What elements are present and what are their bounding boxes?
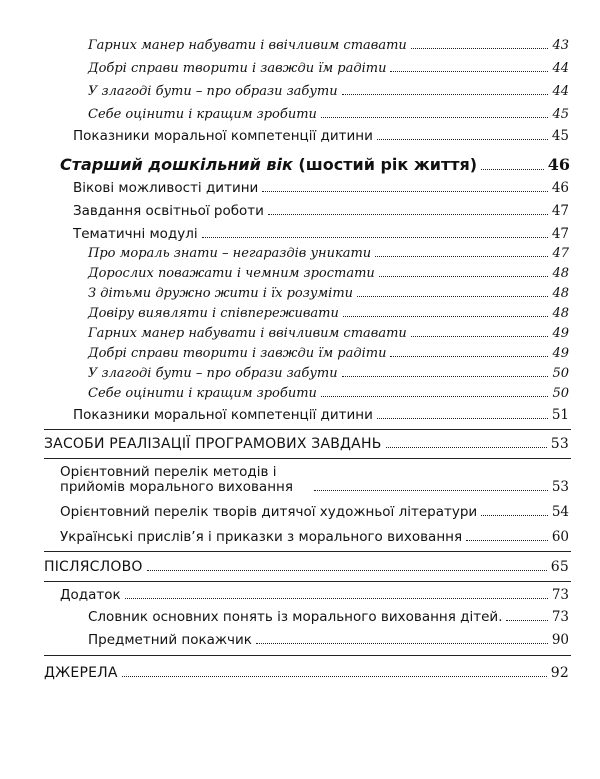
toc-entry-title: Добрі справи творити і завжди їм радіти	[88, 346, 387, 361]
toc-entry[interactable]	[88, 306, 569, 321]
toc-entry-title: Себе оцінити і кращим зробити	[88, 386, 317, 401]
dot-leader	[375, 256, 548, 257]
toc-entry[interactable]	[73, 203, 569, 219]
toc-entry-title: Орієнтовний перелік творів дитячої художньої літератури	[60, 504, 478, 520]
toc-entry-page: 48	[552, 266, 569, 281]
toc-entry-page: 44	[552, 61, 569, 76]
toc-entry-page: 60	[551, 529, 569, 545]
toc-entry-page: 49	[552, 346, 569, 361]
toc-entry[interactable]	[88, 286, 569, 301]
toc-entry-title: Дорослих поважати і чемним зростати	[88, 266, 375, 281]
toc-entry[interactable]	[88, 346, 569, 361]
toc-entry[interactable]	[88, 246, 569, 261]
toc-entry-title: З дітьми дружно жити і їх розуміти	[88, 286, 354, 301]
toc-entry-title: У злагоді бути – про образи забути	[88, 84, 338, 99]
dot-leader	[342, 94, 549, 95]
toc-entry-title: Довіру виявляти і співпереживати	[88, 306, 339, 321]
toc-entry[interactable]	[73, 180, 569, 196]
toc-entry-page: 54	[551, 504, 569, 520]
toc-entry-page: 45	[552, 107, 569, 122]
toc-entry-title: Орієнтовний перелік методів і прийомів морального виховання	[60, 464, 293, 495]
toc-entry[interactable]	[73, 128, 569, 144]
toc-entry-page: 43	[552, 38, 569, 53]
toc-entry-title: Предметний покажчик	[88, 632, 252, 648]
dot-leader	[411, 48, 549, 49]
toc-entry[interactable]	[88, 84, 569, 99]
toc-entry-title: Про мораль знати – негараздів уникати	[88, 246, 372, 261]
toc-entry-title: Себе оцінити і кращим зробити	[88, 107, 317, 122]
toc-entry-title: Старший дошкільний вік (шостий рік життя)	[60, 155, 478, 174]
dot-leader	[321, 396, 549, 397]
toc-entry-page: 51	[551, 407, 569, 423]
dot-leader	[256, 643, 548, 644]
toc-entry-title: Добрі справи творити і завжди їм радіти	[88, 61, 387, 76]
toc-entry-page: 49	[552, 326, 569, 341]
dot-leader	[411, 336, 549, 337]
dot-leader	[506, 620, 547, 621]
dot-leader	[377, 139, 548, 140]
toc-entry[interactable]	[60, 529, 569, 545]
toc-entry-page: 46	[551, 180, 569, 196]
toc-section-heading[interactable]	[44, 436, 569, 452]
dot-leader	[262, 191, 547, 192]
dot-leader	[342, 376, 549, 377]
toc-entry-title: Завдання освітньої роботи	[73, 203, 264, 219]
toc-entry[interactable]	[88, 326, 569, 341]
dot-leader	[268, 214, 548, 215]
toc-entry[interactable]	[88, 266, 569, 281]
toc-entry-page: 53	[550, 436, 569, 452]
toc-entry-title: Українські прислів’я і приказки з морального виховання	[60, 529, 463, 545]
toc-entry-page: 73	[551, 587, 569, 603]
dot-leader	[390, 356, 548, 357]
dot-leader	[147, 570, 547, 571]
toc-entry-page: 45	[551, 128, 569, 144]
section-divider	[44, 429, 571, 430]
toc-entry-title: ДЖЕРЕЛА	[44, 665, 118, 681]
toc-entry-page: 50	[552, 366, 569, 381]
toc-entry-page: 47	[551, 203, 569, 219]
toc-section-heading[interactable]	[44, 665, 569, 681]
toc-entry-page: 44	[552, 84, 569, 99]
toc-entry-page: 73	[551, 609, 569, 625]
dot-leader	[377, 418, 548, 419]
toc-entry-page: 65	[550, 559, 569, 575]
toc-entry[interactable]	[88, 609, 569, 625]
toc-entry-title: Тематичні модулі	[73, 226, 198, 242]
toc-entry-title: Вікові можливості дитини	[73, 180, 259, 196]
toc-entry[interactable]	[88, 38, 569, 53]
dot-leader	[321, 117, 549, 118]
toc-entry-page: 53	[551, 479, 569, 495]
toc-entry[interactable]	[73, 407, 569, 423]
dot-leader	[343, 316, 549, 317]
dot-leader	[481, 169, 544, 170]
dot-leader	[466, 540, 548, 541]
dot-leader	[481, 515, 548, 516]
toc-entry[interactable]	[60, 465, 569, 495]
dot-leader	[379, 276, 549, 277]
dot-leader	[202, 237, 548, 238]
dot-leader	[357, 296, 548, 297]
toc-section-heading[interactable]	[44, 559, 569, 575]
toc-entry-title: Гарних манер набувати і ввічливим ставати	[88, 326, 407, 341]
toc-entry-page: 47	[552, 246, 569, 261]
dot-leader	[125, 598, 548, 599]
toc-entry-title: Показники моральної компетенції дитини	[73, 407, 373, 423]
toc-entry-title: У злагоді бути – про образи забути	[88, 366, 338, 381]
toc-entry[interactable]	[73, 226, 569, 242]
section-divider	[44, 655, 571, 656]
toc-entry-page: 48	[552, 306, 569, 321]
toc-entry-page: 48	[552, 286, 569, 301]
toc-entry[interactable]	[60, 587, 569, 603]
toc-entry-page: 46	[547, 155, 570, 174]
toc-entry[interactable]	[88, 632, 569, 648]
toc-entry-page: 92	[550, 665, 569, 681]
toc-entry[interactable]	[88, 366, 569, 381]
toc-entry[interactable]	[88, 61, 569, 76]
dot-leader	[386, 447, 547, 448]
toc-entry-title: Додаток	[60, 587, 121, 603]
toc-section-heading[interactable]	[60, 155, 570, 174]
dot-leader	[390, 71, 548, 72]
section-divider	[44, 458, 571, 459]
toc-entry-page: 50	[552, 386, 569, 401]
toc-entry-page: 47	[551, 226, 569, 242]
toc-entry-title: Гарних манер набувати і ввічливим ставати	[88, 38, 407, 53]
toc-entry[interactable]	[60, 504, 569, 520]
dot-leader	[122, 676, 547, 677]
section-divider	[44, 551, 571, 552]
toc-entry-page: 90	[551, 632, 569, 648]
toc-entry[interactable]	[88, 107, 569, 122]
section-divider	[44, 581, 571, 582]
toc-entry-title: Показники моральної компетенції дитини	[73, 128, 373, 144]
toc-entry-title: ПІСЛЯСЛОВО	[44, 559, 143, 575]
toc-entry-title: ЗАСОБИ РЕАЛІЗАЦІЇ ПРОГРАМОВИХ ЗАВДАНЬ	[44, 436, 382, 452]
toc-entry[interactable]	[88, 386, 569, 401]
toc-entry-title: Словник основних понять із морального виховання дітей.	[88, 609, 503, 625]
dot-leader	[314, 490, 548, 491]
